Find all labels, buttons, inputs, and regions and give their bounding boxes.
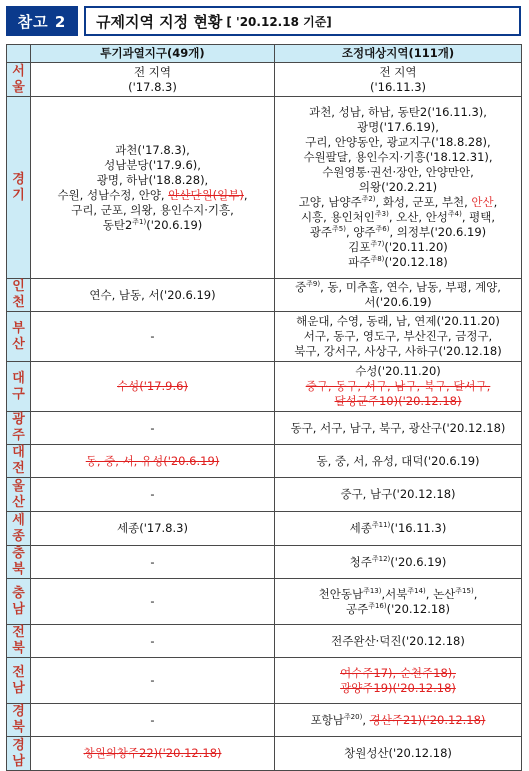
region-char: 남: [12, 601, 25, 617]
cell-text: -: [150, 329, 155, 343]
cell-line: [277, 135, 519, 150]
cell-line: [277, 150, 519, 165]
region-char: 기: [12, 187, 25, 203]
cell-text: 성남분당('17.9.6),: [104, 157, 201, 172]
struck-text: 광양주19)('20.12.18): [340, 680, 456, 695]
cell-text: 동구, 서구, 남구, 북구, 광산구('20.12.18): [290, 420, 506, 435]
footnote-marker: 주6): [375, 225, 390, 234]
cell-line: [277, 225, 519, 240]
column-header-speculation-zone: 투기과열지구(49개): [31, 45, 275, 63]
struck-text: 경산주21)('20.12.18): [369, 712, 486, 727]
cell-line: [277, 240, 519, 255]
highlighted-text: 안산: [471, 195, 494, 209]
cell-text: 동, 중, 서, 유성, 대덕('20.6.19): [316, 453, 480, 468]
cell-text: , 양주: [346, 225, 376, 239]
region-char: 주: [12, 428, 25, 443]
region-char: 종: [12, 528, 25, 544]
cell-text: 전 지역: [134, 64, 171, 79]
footnote-marker: 주1): [132, 217, 147, 226]
region-label: [7, 362, 31, 412]
region-label: [7, 737, 31, 771]
region-label: [7, 312, 31, 362]
table-row: [7, 512, 522, 546]
cell-line: [277, 521, 519, 536]
cell-line: [33, 713, 272, 728]
cell-line: [33, 454, 272, 469]
cell-text: ('20.6.19): [390, 554, 447, 569]
region-char: 대: [12, 370, 25, 386]
page-title: 규제지역 지정 현황: [96, 12, 223, 31]
cell-text: 천안동남: [318, 586, 364, 601]
cell-line: [33, 218, 272, 233]
struck-text: 동, 중, 서, 유성('20.6.19): [85, 453, 220, 468]
speculation-zone-cell: [31, 412, 275, 445]
cell-text: 구리, 군포, 의왕, 용인수지·기흥,: [71, 202, 234, 217]
footnote-marker: 주14): [407, 586, 426, 595]
footnote-marker: 주7): [370, 240, 385, 249]
cell-line: [277, 65, 519, 80]
region-char: 서: [12, 63, 25, 79]
cell-line: [277, 120, 519, 135]
adjustment-zone-cell: [275, 737, 522, 771]
cell-text: ,서북: [381, 586, 408, 601]
cell-line: [33, 80, 272, 95]
table-row: [7, 625, 522, 658]
cell-line: [277, 314, 519, 329]
adjustment-zone-cell: [275, 279, 522, 312]
adjustment-zone-cell: [275, 478, 522, 512]
cell-text: 공주: [346, 601, 369, 616]
cell-line: [33, 329, 272, 344]
corner-cell: [7, 45, 31, 63]
region-char: 대: [12, 445, 25, 460]
cell-line: [33, 487, 272, 502]
cell-text: 중: [295, 280, 307, 294]
adjustment-zone-cell: [275, 512, 522, 546]
cell-line: [33, 288, 272, 303]
region-label: [7, 512, 31, 546]
table-row: [7, 362, 522, 412]
cell-line: [277, 666, 519, 681]
struck-text: 중구, 동구, 서구, 남구, 북구, 달서구,: [305, 379, 491, 393]
speculation-zone-cell: [31, 362, 275, 412]
cell-line: [277, 454, 519, 469]
cell-text: ('16.11.3): [369, 79, 427, 94]
region-char: 울: [12, 478, 25, 494]
cell-text: 김포: [348, 240, 371, 254]
region-label: [7, 279, 31, 312]
table-row: [7, 704, 522, 737]
adjustment-zone-cell: [275, 579, 522, 625]
adjustment-zone-cell: [275, 658, 522, 704]
adjustment-zone-cell: [275, 625, 522, 658]
table-row: [7, 412, 522, 445]
adjustment-zone-cell: [275, 63, 522, 97]
cell-text: 수원영통·권선·장안, 안양만안,: [322, 165, 474, 179]
cell-text: -: [150, 673, 155, 687]
region-label: [7, 704, 31, 737]
cell-text: 수성('20.11.20): [355, 364, 441, 378]
cell-text: ('20.11.20): [384, 240, 448, 254]
cell-text: ('20.12.18): [386, 601, 450, 616]
adjustment-zone-cell: [275, 445, 522, 478]
speculation-zone-cell: [31, 625, 275, 658]
column-header-adjustment-zone: 조정대상지역(111개): [275, 45, 522, 63]
cell-text: 의왕('20.2.21): [358, 180, 438, 194]
cell-text: 광명, 하남('18.8.28),: [96, 172, 209, 187]
cell-line: [277, 295, 519, 310]
table-row: [7, 658, 522, 704]
cell-line: [33, 521, 272, 536]
footnote-marker: 주20): [343, 712, 363, 721]
region-char: 북: [12, 562, 25, 577]
region-char: 전: [12, 461, 25, 476]
region-char: 남: [12, 680, 25, 696]
struck-text: 여수주17), 순천주18),: [340, 665, 456, 680]
cell-line: [277, 105, 519, 120]
cell-line: [277, 713, 519, 728]
cell-line: [277, 165, 519, 180]
cell-text: , 오산, 안성: [388, 210, 448, 224]
cell-line: [277, 746, 519, 761]
cell-text: ,: [493, 195, 498, 209]
cell-line: [33, 673, 272, 688]
cell-text: 연수, 남동, 서('20.6.19): [89, 287, 216, 302]
region-char: 천: [12, 295, 25, 310]
cell-text: , 논산: [425, 586, 456, 601]
reference-date: [ '20.12.18 기준]: [226, 14, 332, 29]
table-row: [7, 63, 522, 97]
cell-line: [33, 143, 272, 158]
region-label: [7, 478, 31, 512]
cell-line: [33, 555, 272, 570]
cell-text: ,: [362, 712, 370, 727]
speculation-zone-cell: [31, 579, 275, 625]
footnote-marker: 주13): [363, 586, 382, 595]
cell-line: [33, 379, 272, 394]
table-row: [7, 478, 522, 512]
cell-line: [33, 158, 272, 173]
cell-text: -: [150, 420, 155, 435]
cell-text: 서구, 동구, 영도구, 부산진구, 금정구,: [303, 329, 493, 343]
region-char: 광: [12, 412, 25, 427]
cell-text: 세종: [349, 521, 372, 535]
table-row: [7, 279, 522, 312]
speculation-zone-cell: [31, 512, 275, 546]
cell-text: 과천('17.8.3),: [115, 142, 190, 157]
cell-text: -: [150, 712, 155, 727]
region-char: 북: [12, 641, 25, 656]
cell-text: , 화성, 군포, 부천,: [375, 195, 472, 209]
cell-text: ('17.8.3): [128, 79, 177, 94]
speculation-zone-cell: [31, 63, 275, 97]
region-char: 전: [12, 664, 25, 680]
cell-text: , 의정부('20.6.19): [389, 225, 487, 239]
region-char: 세: [12, 512, 25, 528]
cell-text: 전 지역: [379, 64, 417, 79]
cell-line: [277, 180, 519, 195]
table-row: [7, 546, 522, 579]
table-row: [7, 579, 522, 625]
speculation-zone-cell: [31, 445, 275, 478]
cell-text: 시흥, 용인처인: [300, 210, 375, 224]
footnote-marker: 주16): [368, 601, 387, 610]
cell-text: 광주: [309, 225, 333, 239]
speculation-zone-cell: [31, 279, 275, 312]
speculation-zone-cell: [31, 737, 275, 771]
cell-text: 광명('17.6.19),: [357, 120, 439, 134]
cell-text: 창원성산('20.12.18): [344, 746, 452, 760]
region-label: [7, 658, 31, 704]
table-header-row: [7, 45, 522, 63]
struck-text: 안산단원(일부): [168, 187, 244, 202]
cell-line: [33, 188, 272, 203]
region-char: 충: [12, 546, 25, 561]
cell-line: [277, 602, 519, 617]
struck-text: 창원의창주22)('20.12.18): [83, 746, 222, 760]
cell-text: 청주: [349, 554, 372, 569]
region-char: 인: [12, 279, 25, 294]
region-label: [7, 63, 31, 97]
cell-line: [277, 280, 519, 295]
cell-text: , 동, 미추홀, 연수, 남동, 부평, 계양,: [320, 280, 501, 294]
cell-line: [277, 379, 519, 394]
region-char: 구: [12, 386, 25, 402]
region-char: 경: [12, 704, 25, 719]
region-char: 남: [12, 753, 25, 769]
cell-text: 전주완산·덕진('20.12.18): [331, 633, 465, 648]
cell-text: ,: [243, 187, 248, 202]
cell-text: -: [150, 594, 155, 608]
region-label: [7, 625, 31, 658]
adjustment-zone-cell: [275, 97, 522, 279]
region-label: [7, 412, 31, 445]
table-row: [7, 737, 522, 771]
cell-line: [277, 255, 519, 270]
cell-text: ('16.11.3): [390, 521, 447, 535]
cell-text: 서('20.6.19): [364, 295, 432, 309]
region-char: 산: [12, 336, 25, 352]
cell-text: 고양, 남양주: [298, 195, 362, 209]
footnote-marker: 주15): [455, 586, 474, 595]
region-label: [7, 546, 31, 579]
speculation-zone-cell: [31, 546, 275, 579]
regulated-areas-table: [6, 44, 522, 771]
footnote-marker: 주2): [361, 195, 376, 204]
adjustment-zone-cell: [275, 362, 522, 412]
region-label: [7, 97, 31, 279]
cell-line: [277, 394, 519, 409]
cell-text: 수원, 성남수정, 안양,: [57, 187, 169, 202]
adjustment-zone-cell: [275, 312, 522, 362]
cell-text: -: [150, 487, 155, 501]
footnote-marker: 주5): [332, 225, 346, 234]
cell-line: [33, 203, 272, 218]
region-label: [7, 445, 31, 478]
cell-line: [277, 344, 519, 359]
cell-text: ('20.12.18): [384, 255, 448, 269]
table-row: [7, 445, 522, 478]
cell-text: , 평택,: [461, 210, 496, 224]
cell-text: ,: [473, 586, 478, 601]
cell-text: 구리, 안양동안, 광교지구('18.8.28),: [305, 135, 491, 149]
cell-text: 해운대, 수영, 동래, 남, 연제('20.11.20): [296, 314, 500, 328]
cell-line: [277, 364, 519, 379]
footnote-marker: 주8): [370, 255, 385, 264]
region-char: 충: [12, 585, 25, 601]
struck-text: 달성군주10)('20.12.18): [334, 394, 462, 408]
title-box: [84, 6, 521, 36]
table-row: [7, 97, 522, 279]
speculation-zone-cell: [31, 704, 275, 737]
region-label: [7, 579, 31, 625]
speculation-zone-cell: [31, 658, 275, 704]
region-char: 산: [12, 494, 25, 510]
footnote-marker: 주9): [306, 280, 321, 289]
cell-line: [277, 421, 519, 436]
cell-line: [33, 421, 272, 436]
cell-line: [33, 173, 272, 188]
cell-line: [277, 195, 519, 210]
cell-text: 중구, 남구('20.12.18): [340, 487, 456, 501]
region-char: 부: [12, 320, 25, 336]
region-char: 경: [12, 171, 25, 187]
cell-line: [277, 210, 519, 225]
cell-line: [277, 587, 519, 602]
cell-line: [33, 746, 272, 761]
cell-line: [277, 80, 519, 95]
cell-line: [277, 681, 519, 696]
reference-badge: 참고 2: [6, 6, 78, 36]
adjustment-zone-cell: [275, 704, 522, 737]
adjustment-zone-cell: [275, 546, 522, 579]
speculation-zone-cell: [31, 97, 275, 279]
cell-text: 수원팔달, 용인수지·기흥('18.12.31),: [303, 150, 493, 164]
cell-line: [33, 634, 272, 649]
region-char: 전: [12, 625, 25, 640]
cell-text: -: [150, 554, 155, 569]
footnote-marker: 주11): [371, 521, 391, 530]
footnote-marker: 주3): [374, 210, 389, 219]
cell-text: 과천, 성남, 하남, 동탄2('16.11.3),: [309, 105, 487, 119]
region-char: 울: [12, 79, 25, 95]
speculation-zone-cell: [31, 478, 275, 512]
cell-line: [277, 555, 519, 570]
region-char: 경: [12, 737, 25, 753]
cell-text: ('20.6.19): [146, 217, 203, 232]
table-row: [7, 312, 522, 362]
struck-text: 수성('17.9.6): [117, 379, 188, 393]
cell-text: 북구, 강서구, 사상구, 사하구('20.12.18): [294, 344, 502, 358]
cell-text: 포항남: [310, 712, 344, 727]
region-char: 북: [12, 720, 25, 735]
adjustment-zone-cell: [275, 412, 522, 445]
cell-text: 세종('17.8.3): [117, 521, 188, 535]
cell-text: 파주: [348, 255, 371, 269]
cell-text: 동탄2: [102, 217, 133, 232]
speculation-zone-cell: [31, 312, 275, 362]
cell-line: [277, 634, 519, 649]
cell-line: [277, 329, 519, 344]
cell-line: [277, 487, 519, 502]
page-header: [6, 6, 521, 36]
footnote-marker: 주12): [371, 554, 391, 563]
footnote-marker: 주4): [447, 210, 462, 219]
cell-text: -: [150, 633, 155, 648]
cell-line: [33, 65, 272, 80]
cell-line: [33, 594, 272, 609]
